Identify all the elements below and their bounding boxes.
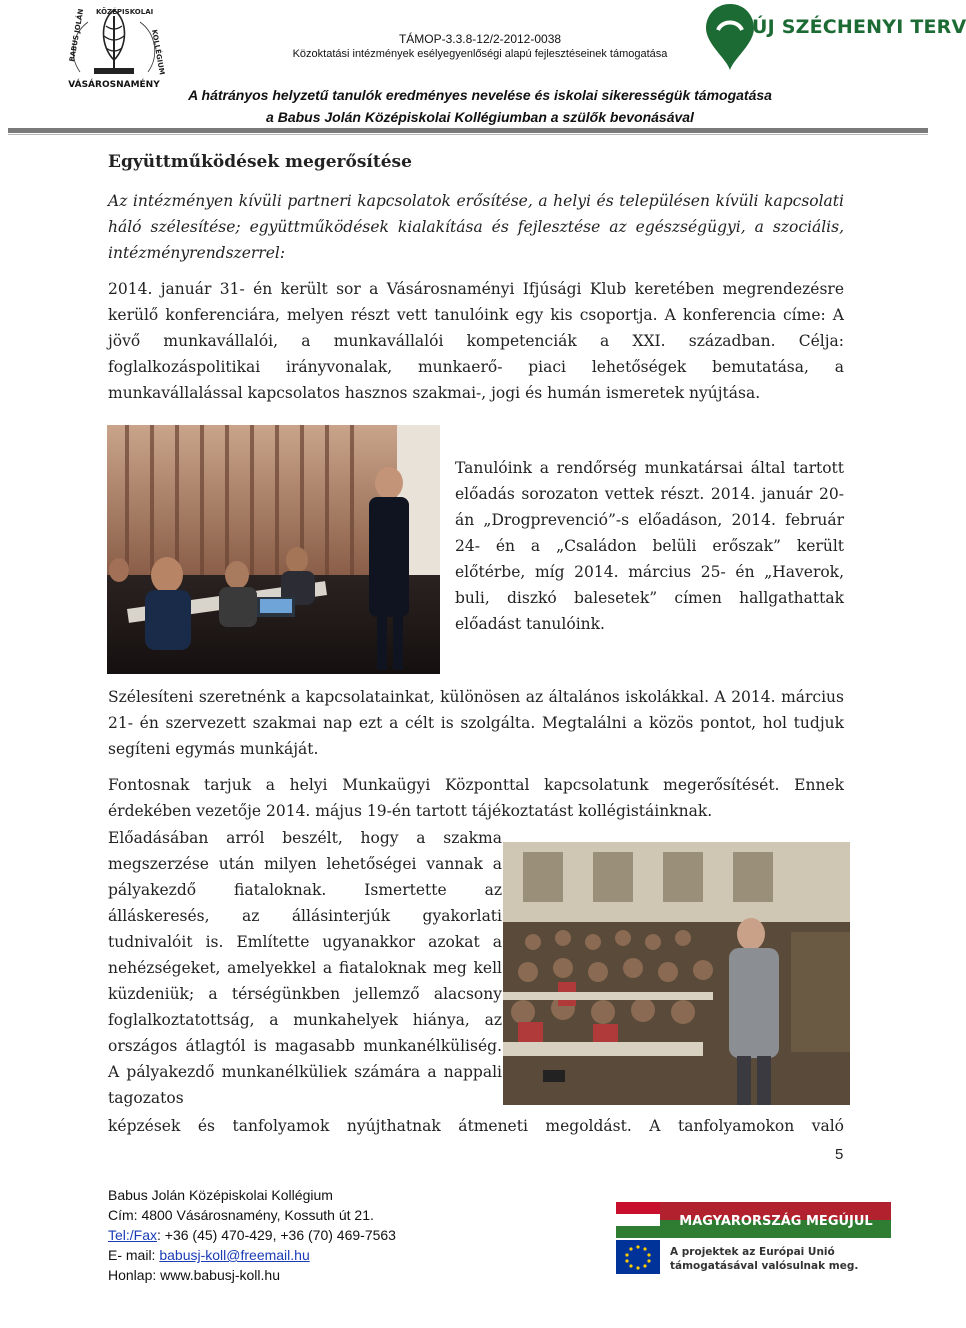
- employment-lecture-image-icon: [503, 842, 850, 1105]
- police-lecture-photo: [107, 425, 440, 674]
- svg-text:KÖZÉPISKOLAI: KÖZÉPISKOLAI: [96, 8, 154, 16]
- page-footer: [108, 1185, 396, 1285]
- eu-support-banner: [616, 1240, 891, 1276]
- project-subtitle: Közoktatási intézmények esélyegyenlőségi alapú fejlesztéseinek támogatása: [292, 48, 668, 60]
- paragraph-schools: Szélesíteni szeretnénk a kapcsolatainkat, különösen az általános iskolákkal. A 2014. március 21- én szervezett szakmai nap ezt a célt is szolgálta. Megtalálni a közös pontot, hol tudjuk segíteni egymás munkáját.: [108, 688, 844, 758]
- paragraph-police-lectures: Tanulóink a rendőrség munkatársai által tartott előadás sorozaton vettek részt. 2014. január 20-án „Drogprevenció”-s előadáson, 2014. február 24- én a „Családon belüli erőszak” került előtérbe, míg 2014. március 25- én „Haverok, buli, diszkó balesetek” címen hallgathattak előadást tanulóink.: [455, 459, 844, 633]
- page-header: [0, 0, 966, 140]
- paragraph-conference: 2014. január 31- én került sor a Vásárosnaményi Ifjúsági Klub keretében megrendezésre kerülő konferenciára, melyen részt vett tanulóink egy kis csoportja. A konferencia címe: A jövő munkavállalói, a munkavállalói kompetenciák a XXI. században. Célja: foglalkozáspolitikai irányvonalak, munkaerő- piaci lehetőségek bemutatása, a munkavállalással kapcsolatos hasznos szakmai-, jogi és humán ismeretek nyújtása.: [108, 280, 844, 402]
- program-title-line1: A hátrányos helyzetű tanulók eredményes nevelése és iskolai sikerességük támogatása: [188, 87, 772, 103]
- paragraph-employment-last-line: képzések és tanfolyamok nyújthatnak átmeneti megoldást. A tanfolyamokon való: [108, 1117, 844, 1135]
- svg-text:KOLLÉGIUM: KOLLÉGIUM: [150, 28, 166, 76]
- college-logo-caption: VÁSÁROSNAMÉNY: [68, 80, 160, 90]
- header-divider: [8, 128, 928, 133]
- email-link[interactable]: babusj-koll@freemail.hu: [159, 1247, 310, 1263]
- banner-eu-line1: A projektek az Európai Unió: [670, 1246, 835, 1258]
- footer-phone-numbers: : +36 (45) 470-429, +36 (70) 469-7563: [157, 1227, 396, 1243]
- employment-lecture-photo: [503, 842, 850, 1105]
- footer-phone: [108, 1225, 396, 1245]
- footer-org: Babus Jolán Középiskolai Kollégium: [108, 1187, 333, 1203]
- program-title: [120, 84, 840, 128]
- footer-address: Cím: 4800 Vásárosnamény, Kossuth út 21.: [108, 1207, 374, 1223]
- phone-link[interactable]: Tel:/Fax: [108, 1227, 158, 1243]
- page-number: 5: [835, 1146, 844, 1163]
- magyarorszag-megujul-banner: [616, 1202, 891, 1238]
- footer-email-label: E- mail:: [108, 1247, 160, 1263]
- szechenyi-terv-logo-text: ÚJ SZÉCHENYI TERV: [752, 16, 966, 38]
- paragraph-employment-lecture: Előadásában arról beszélt, hogy a szakma megszerzése után milyen lehetőségei vannak a pályakezdő fiataloknak. Ismertette az álláskeresés, az állásinterjúk gyakorlati tudnivalóit is. Említette ugyanakkor azokat a nehézségeket, amelyekkel a fiataloknak meg kell küzdeniük; a térségünkben jellemző alacsony foglalkoztatottság, a munkahelyek hiánya, az országos átlagtól is magasabb munkanélküliség. A pályakezdő munkanélküliek számára a nappali tagozatos: [108, 829, 502, 1107]
- footer-email: [108, 1245, 396, 1265]
- project-code: TÁMOP-3.3.8-12/2-2012-0038: [398, 32, 562, 46]
- section-intro: Az intézményen kívüli partneri kapcsolatok erősítése, a helyi és településen kívüli kapcsolati háló szélesítése; együttműködések kialakítása és fejlesztése az egészségügyi, a szociális, intézményrendszerrel:: [108, 192, 844, 262]
- police-lecture-image-icon: [107, 425, 440, 674]
- header-divider-thin: [8, 134, 928, 135]
- footer-website: Honlap: www.babusj-koll.hu: [108, 1267, 280, 1283]
- svg-text:BABUS JOLÁN: BABUS JOLÁN: [68, 8, 86, 63]
- banner-hungary-text: MAGYARORSZÁG MEGÚJUL: [679, 1214, 873, 1229]
- program-title-line2: a Babus Jolán Középiskolai Kollégiumban a szülők bevonásával: [266, 109, 694, 125]
- project-info: [200, 32, 760, 61]
- section-title: Együttműködések megerősítése: [108, 152, 412, 172]
- banner-eu-line2: támogatásával valósulnak meg.: [670, 1260, 859, 1272]
- paragraph-employment-center: Fontosnak tarjuk a helyi Munkaügyi Központtal kapcsolatunk megerősítését. Ennek érdekében vezetője 2014. május 19-én tartott tájékoztatást kollégistáinknak.: [108, 776, 844, 820]
